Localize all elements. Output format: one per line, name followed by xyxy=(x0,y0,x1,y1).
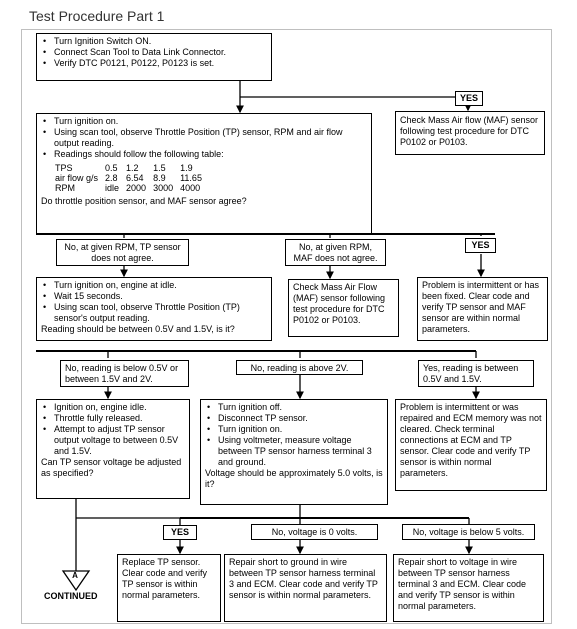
continued-letter: A xyxy=(72,571,78,580)
repair-voltage-box: Repair short to voltage in wire between TP sensor harness terminal 3 and ECM. Clear code and verify TP sensor is within normal parameters. xyxy=(393,554,544,622)
step2-item: • Turn ignition on. xyxy=(41,116,367,127)
branch-below: No, reading is below 0.5V or between 1.5V and 2V. xyxy=(60,360,189,387)
branch-no-tp: No, at given RPM, TP sensor does not agree. xyxy=(56,239,189,266)
continued-label: CONTINUED xyxy=(44,591,98,601)
maf-check-mid-box: Check Mass Air Flow (MAF) sensor following test procedure for DTC P0102 or P0103. xyxy=(288,279,399,337)
step4-item: • Ignition on, engine idle. xyxy=(41,402,185,413)
step5-item: • Disconnect TP sensor. xyxy=(205,413,383,424)
table-cell: 11.65 xyxy=(180,173,202,183)
table-cell: 4000 xyxy=(180,183,201,193)
step2-item: • Readings should follow the following table: xyxy=(41,149,367,160)
table-cell: 3000 xyxy=(153,183,174,193)
step4-box xyxy=(36,399,190,499)
step1-box xyxy=(36,33,272,81)
table-cell: 1.2 xyxy=(126,163,139,173)
step1-item: • Verify DTC P0121, P0122, P0123 is set. xyxy=(41,58,267,69)
step2-item: • Using scan tool, observe Throttle Position (TP) sensor, RPM and air flow output reading. xyxy=(41,127,367,149)
step5-box xyxy=(200,399,388,505)
step1-item: • Connect Scan Tool to Data Link Connector. xyxy=(41,47,267,58)
step5-item: • Using voltmeter, measure voltage between TP sensor harness terminal 3 and ground. xyxy=(205,435,383,468)
tps-reading-table xyxy=(55,163,209,193)
table-cell: 2000 xyxy=(126,183,147,193)
step3-box xyxy=(36,277,272,341)
intermittent-box-2: Problem is intermittent or was repaired and ECM memory was not cleared. Check terminal connections at ECM and TP sensor. Clear code and verify TP sensor is within normal parameters. xyxy=(395,399,547,491)
branch-below-five: No, voltage is below 5 volts. xyxy=(402,524,535,540)
yes-tag: YES xyxy=(163,525,197,540)
step3-item: • Wait 15 seconds. xyxy=(41,291,267,302)
table-cell: 6.54 xyxy=(126,173,144,183)
branch-above: No, reading is above 2V. xyxy=(236,360,363,375)
yes-tag: YES xyxy=(465,238,496,253)
step5-item: • Turn ignition off. xyxy=(205,402,383,413)
table-cell: 1.5 xyxy=(153,163,166,173)
step3-item: • Using scan tool, observe Throttle Position (TP) sensor's output reading. xyxy=(41,302,267,324)
table-cell: TPS xyxy=(55,163,73,173)
yes-tag: YES xyxy=(455,91,483,106)
table-cell: air flow g/s xyxy=(55,173,99,183)
step3-question: Reading should be between 0.5V and 1.5V, is it? xyxy=(41,324,235,334)
repair-ground-box: Repair short to ground in wire between TP sensor harness terminal 3 and ECM. Clear code and verify TP sensor is within normal parameters. xyxy=(224,554,387,622)
maf-check-top-box: Check Mass Air flow (MAF) sensor following test procedure for DTC P0102 or P0103. xyxy=(395,111,545,155)
page-title: Test Procedure Part 1 xyxy=(29,8,165,24)
step4-question: Can TP sensor voltage be adjusted as specified? xyxy=(41,457,182,478)
step4-item: • Throttle fully released. xyxy=(41,413,185,424)
branch-no-maf: No, at given RPM, MAF does not agree. xyxy=(285,239,386,266)
step3-item: • Turn ignition on, engine at idle. xyxy=(41,280,267,291)
step5-question: Voltage should be approximately 5.0 volts, is it? xyxy=(205,468,383,489)
step4-item: • Attempt to adjust TP sensor output voltage to between 0.5V and 1.5V. xyxy=(41,424,185,457)
step5-item: • Turn ignition on. xyxy=(205,424,383,435)
step2-box xyxy=(36,113,372,234)
table-cell: RPM xyxy=(55,183,75,193)
step2-question: Do throttle position sensor, and MAF sensor agree? xyxy=(41,196,247,206)
replace-tp-box: Replace TP sensor. Clear code and verify TP sensor is within normal parameters. xyxy=(117,554,221,622)
table-cell: 8.9 xyxy=(153,173,166,183)
intermittent-box-1: Problem is intermittent or has been fixed. Clear code and verify TP sensor and MAF sensor are within normal parameters. xyxy=(417,277,548,341)
table-cell: 1.9 xyxy=(180,163,193,173)
table-cell: 0.5 xyxy=(105,163,118,173)
table-cell: idle xyxy=(105,183,120,193)
branch-zero-volts: No, voltage is 0 volts. xyxy=(251,524,378,540)
branch-yes-between: Yes, reading is between 0.5V and 1.5V. xyxy=(418,360,534,387)
step1-item: • Turn Ignition Switch ON. xyxy=(41,36,267,47)
table-cell: 2.8 xyxy=(105,173,118,183)
